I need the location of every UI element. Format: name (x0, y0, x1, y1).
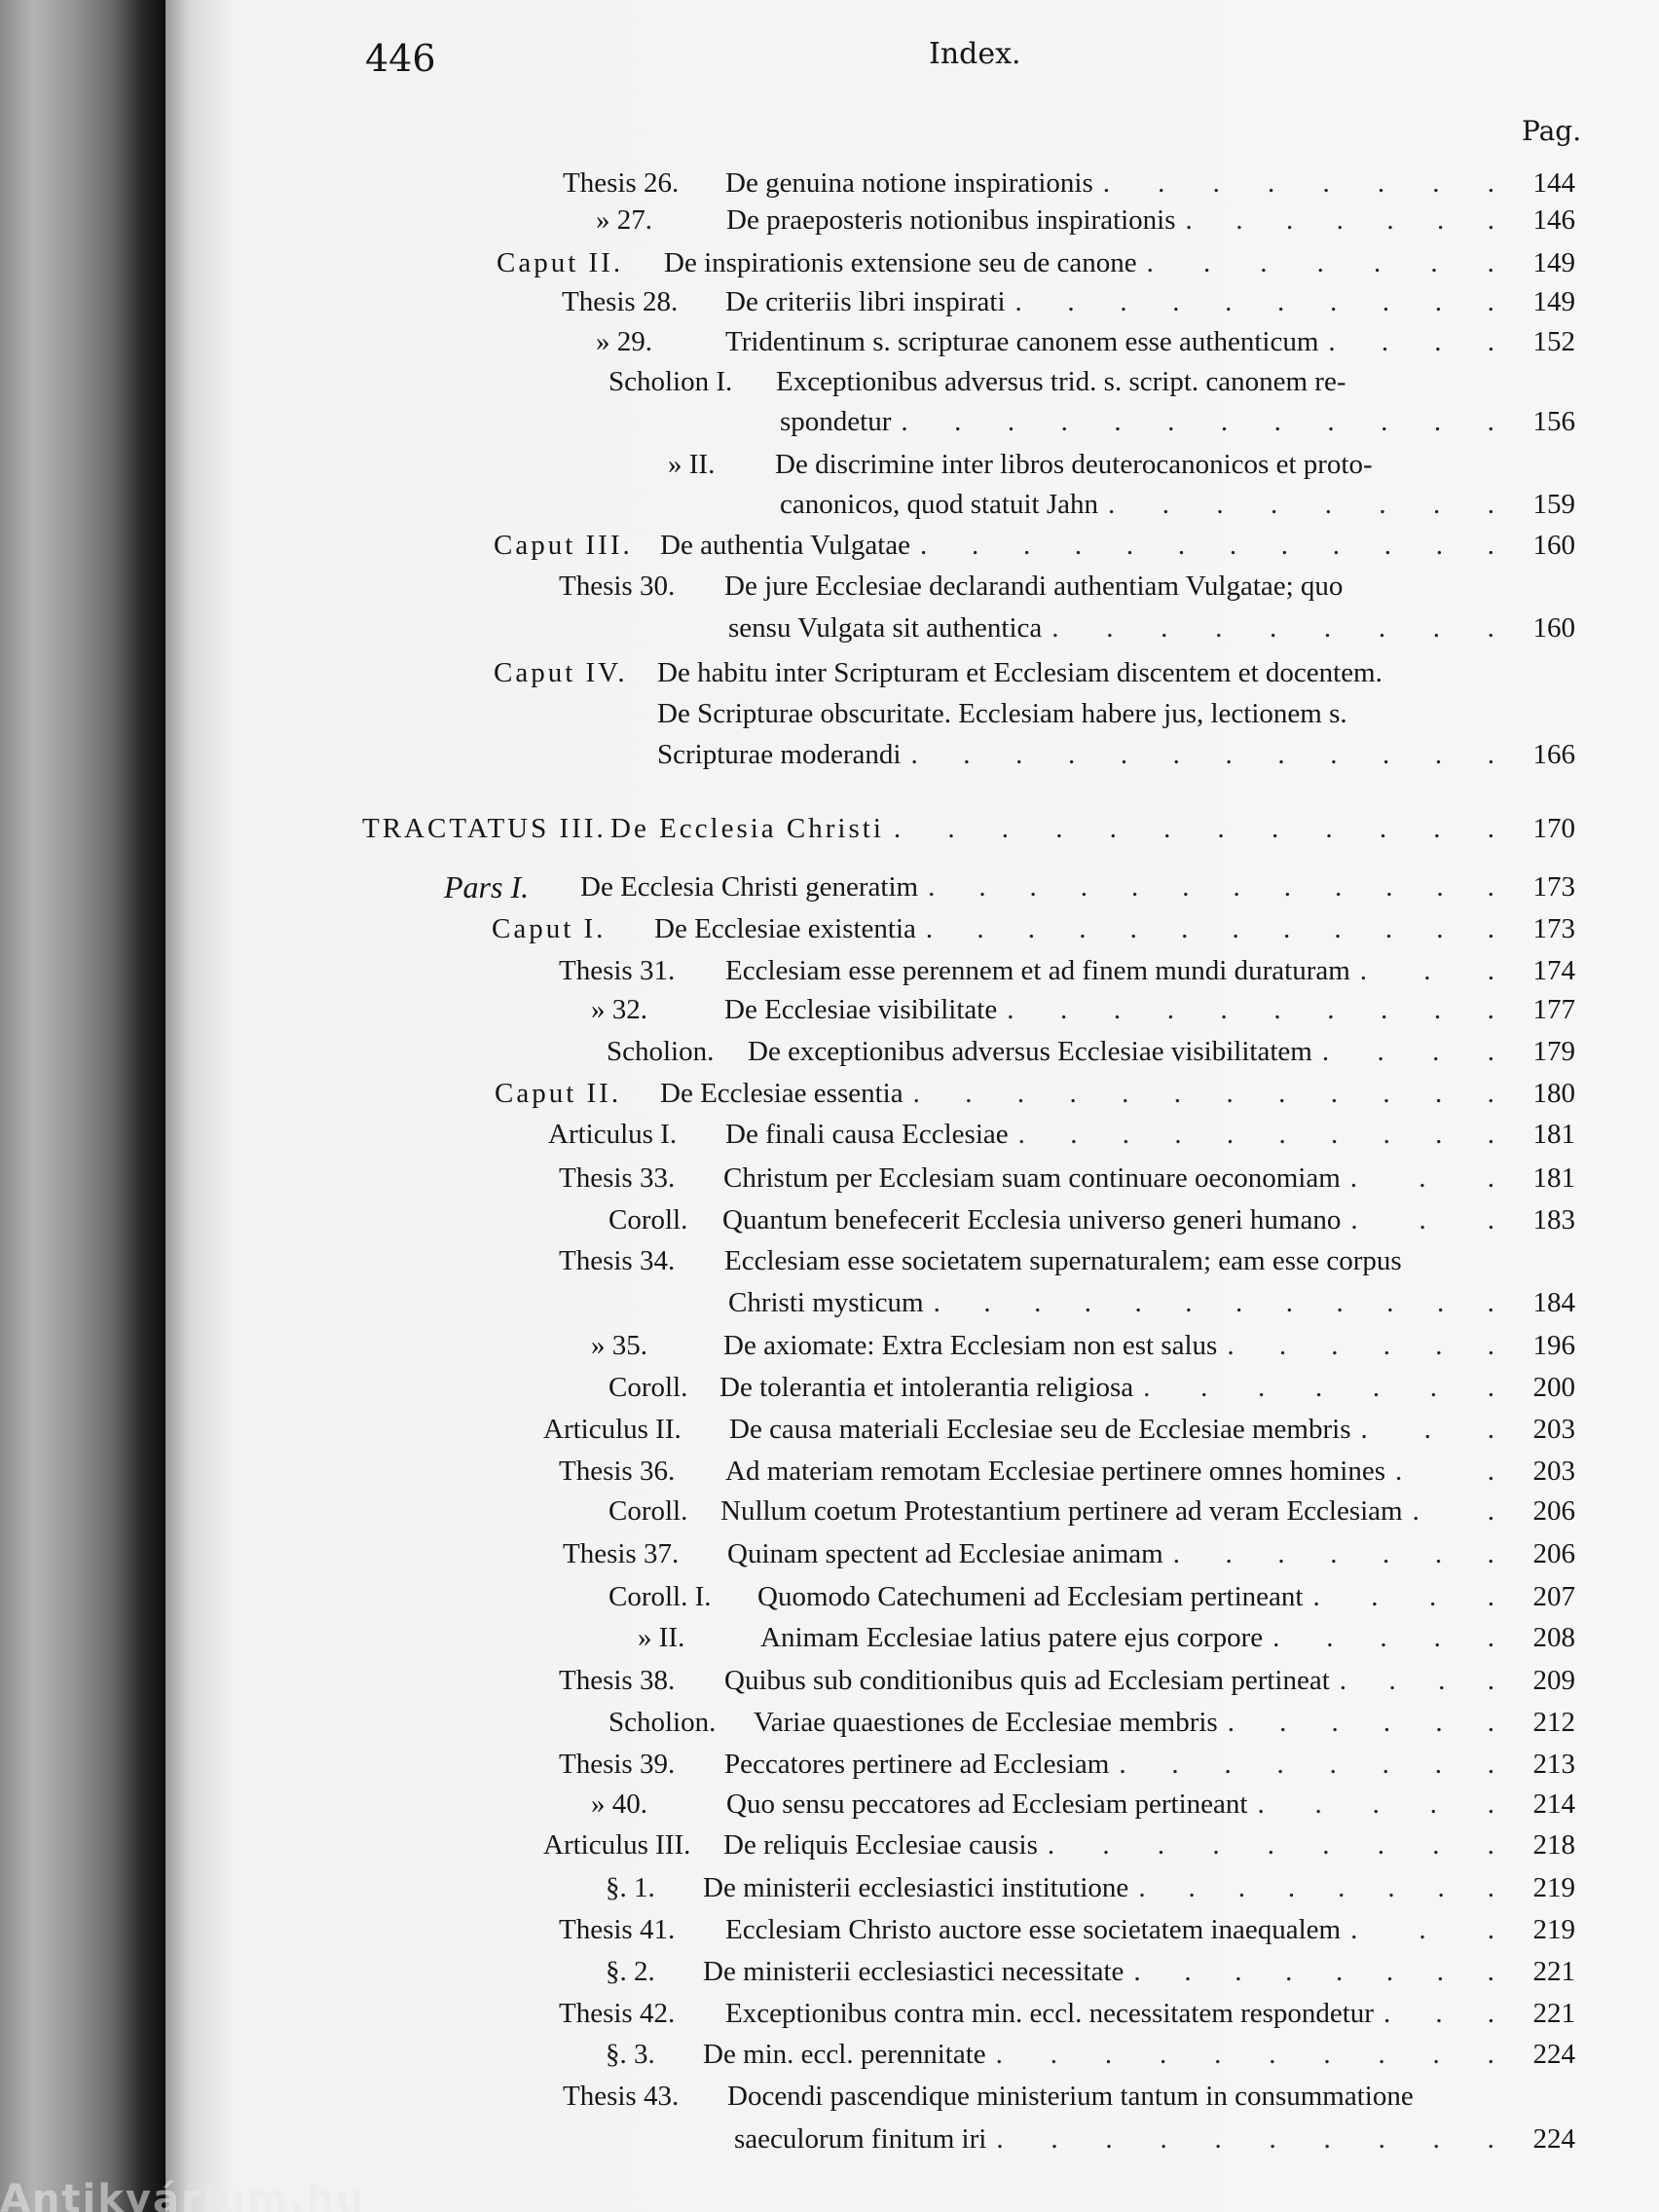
entry-label: Coroll. (608, 1372, 688, 1403)
entry-label: Pars I. (444, 869, 530, 904)
entry-page-number: 196 (1532, 1330, 1575, 1361)
entry-label: Articulus II. (543, 1414, 682, 1445)
entry-page-number: 203 (1532, 1414, 1575, 1445)
entry-label: TRACTATUS III. (362, 813, 607, 844)
entry-label: Thesis 38. (559, 1665, 676, 1696)
dot-leader: . . . . . . . . (1102, 167, 1494, 199)
entry-label: Thesis 30. (559, 571, 676, 602)
dot-leader: . . . . . . . . (1138, 1872, 1494, 1903)
dot-leader: . . . . . . . . . . . . (893, 813, 1494, 844)
index-entry (0, 1032, 1659, 1071)
entry-title: De min. eccl. perennitate (703, 2039, 986, 2070)
dot-leader: . . . . . . . . . (1047, 1829, 1494, 1861)
index-entry (0, 526, 1659, 565)
entry-page-number: 206 (1532, 1495, 1575, 1527)
index-entry (0, 1910, 1659, 1949)
entry-title: Quantum benefecerit Ecclesia universo generi humano (722, 1204, 1342, 1235)
entry-title: Ecclesiam esse societatem supernaturalem; eam esse corpus (724, 1245, 1402, 1276)
entry-label: Coroll. I. (608, 1581, 712, 1612)
index-entry (0, 1492, 1659, 1530)
entry-title: Exceptionibus contra min. eccl. necessitatem respondetur (725, 1998, 1374, 2029)
page-column-label: Pag. (1522, 115, 1582, 147)
index-entry (0, 809, 1659, 848)
index-entry (0, 1200, 1659, 1239)
entry-page-number: 179 (1532, 1036, 1575, 1067)
entry-label: » 27. (596, 204, 652, 236)
entry-title: De axiomate: Extra Ecclesiam non est salus (723, 1330, 1218, 1361)
entry-page-number: 149 (1532, 286, 1575, 317)
entry-title: De discrimine inter libros deuterocanonicos et proto- (775, 449, 1373, 480)
entry-title: De tolerantia et intolerantia religiosa (719, 1372, 1134, 1403)
entry-page-number: 203 (1532, 1456, 1575, 1487)
entry-title: Peccatores pertinere ad Ecclesiam (724, 1749, 1110, 1780)
dot-leader: . . . . (1312, 1581, 1494, 1612)
entry-label: » 29. (596, 326, 652, 357)
entry-title: De finali causa Ecclesiae (725, 1119, 1009, 1150)
entry-title: De reliquis Ecclesiae causis (723, 1829, 1038, 1861)
entry-title: Quinam spectent ad Ecclesiae animam (727, 1538, 1163, 1569)
index-entry (0, 201, 1659, 240)
index-entry (0, 1825, 1659, 1864)
entry-page-number: 152 (1532, 326, 1575, 357)
dot-leader: . . . . . . . . (1133, 1956, 1494, 1987)
dot-leader: . . . (1359, 955, 1494, 986)
watermark-text: Antikvárium.hu (0, 2177, 366, 2212)
entry-title: De Ecclesiae visibilitate (724, 994, 998, 1025)
entry-label: Thesis 33. (559, 1162, 676, 1194)
entry-title: Exceptionibus adversus trid. s. script. canonem re- (776, 366, 1346, 397)
index-entry (0, 735, 1659, 774)
dot-leader: . . . . . . . . . . . . (920, 530, 1494, 561)
entry-page-number: 184 (1532, 1287, 1575, 1318)
entry-page-number: 219 (1532, 1914, 1575, 1945)
index-entry (0, 608, 1659, 647)
entry-title: Nullum coetum Protestantium pertinere ad veram Ecclesiam (720, 1495, 1403, 1527)
index-entry (0, 909, 1659, 948)
entry-label: Caput II. (497, 247, 624, 278)
entry-page-number: 166 (1532, 739, 1575, 770)
entry-label: Coroll. (608, 1495, 688, 1527)
index-entry (0, 1618, 1659, 1657)
index-entry (0, 1159, 1659, 1198)
entry-page-number: 209 (1532, 1665, 1575, 1696)
index-entry (0, 567, 1659, 606)
dot-leader: . . . (1350, 1914, 1494, 1945)
entry-page-number: 181 (1532, 1162, 1575, 1194)
entry-label: » 40. (591, 1788, 647, 1820)
dot-leader: . . . . . . (1227, 1707, 1494, 1738)
dot-leader: . . . . . . . . . . . . (901, 406, 1494, 437)
entry-title: Christi mysticum (728, 1287, 924, 1318)
index-entry (0, 1745, 1659, 1784)
dot-leader: . . . . (1339, 1665, 1494, 1696)
entry-label: Caput I. (492, 913, 607, 944)
entry-page-number: 221 (1532, 1956, 1575, 1987)
entry-title: Christum per Ecclesiam suam continuare oeconomiam (723, 1162, 1341, 1194)
entry-label: Thesis 39. (559, 1749, 676, 1780)
dot-leader: . . . . . . . . . (1051, 612, 1494, 644)
entry-page-number: 218 (1532, 1829, 1575, 1861)
dot-leader: . . . . . (1272, 1622, 1494, 1653)
entry-title: sensu Vulgata sit authentica (728, 612, 1043, 644)
entry-label: Thesis 26. (563, 167, 680, 199)
index-entry (0, 1410, 1659, 1449)
entry-title: De Ecclesiae essentia (660, 1078, 903, 1109)
dot-leader: . . . (1382, 1998, 1494, 2029)
entry-label: Thesis 37. (563, 1538, 680, 1569)
entry-page-number: 159 (1532, 489, 1575, 520)
index-entry (0, 164, 1659, 203)
index-entry (0, 2120, 1659, 2158)
entry-title: Scripturae moderandi (657, 739, 902, 770)
entry-label: » II. (638, 1622, 685, 1653)
entry-label: Articulus I. (548, 1119, 678, 1150)
index-entry (0, 1868, 1659, 1907)
entry-title: Animam Ecclesiae latius patere ejus corpore (760, 1622, 1264, 1653)
index-entry (0, 1074, 1659, 1113)
entry-page-number: 149 (1532, 247, 1575, 278)
entry-title: De authentia Vulgatae (660, 530, 911, 561)
entry-label: Caput IV. (494, 657, 628, 688)
dot-leader: . . . . . . (1227, 1330, 1494, 1361)
index-entry (0, 694, 1659, 733)
entry-label: Scholion. (608, 1707, 717, 1738)
entry-page-number: 144 (1532, 167, 1575, 199)
entry-page-number: 160 (1532, 612, 1575, 644)
entry-page-number: 173 (1532, 871, 1575, 903)
index-entry (0, 485, 1659, 524)
entry-title: De genuina notione inspirationis (725, 167, 1093, 199)
dot-leader: . . . . . . . . . . (1014, 286, 1494, 317)
index-entry (0, 1994, 1659, 2033)
entry-label: Thesis 28. (562, 286, 679, 317)
index-entry (0, 653, 1659, 692)
dot-leader: . . . . . . . . . . (1017, 1119, 1494, 1150)
entry-label: Thesis 34. (559, 1245, 676, 1276)
entry-title: Docendi pascendique ministerium tantum in consummatione (727, 2081, 1414, 2112)
entry-label: » 35. (591, 1330, 647, 1361)
index-entry (0, 402, 1659, 441)
index-entry (0, 1326, 1659, 1365)
entry-page-number: 146 (1532, 204, 1575, 236)
entry-page-number: 156 (1532, 406, 1575, 437)
index-entry (0, 1241, 1659, 1280)
dot-leader: . . . . . . . (1185, 204, 1494, 236)
entry-label: Thesis 31. (559, 955, 676, 986)
index-entry (0, 1785, 1659, 1824)
dot-leader: . . . . . (1257, 1788, 1494, 1820)
entry-page-number: 181 (1532, 1119, 1575, 1150)
dot-leader: . . . (1350, 1204, 1494, 1235)
entry-label: Articulus III. (543, 1829, 691, 1861)
entry-title: saeculorum finitum iri (734, 2123, 987, 2155)
dot-leader: . . . . . . . . . . (1007, 994, 1494, 1025)
dot-leader: . . (1395, 1456, 1494, 1487)
entry-title: Quibus sub conditionibus quis ad Ecclesiam pertineat (724, 1665, 1330, 1696)
entry-page-number: 160 (1532, 530, 1575, 561)
entry-page-number: 214 (1532, 1788, 1575, 1820)
entry-title: Quomodo Catechumeni ad Ecclesiam pertineant (757, 1581, 1304, 1612)
index-entry (0, 867, 1659, 906)
entry-title: De praeposteris notionibus inspirationis (726, 204, 1176, 236)
entry-label: Scholion I. (608, 366, 733, 397)
dot-leader: . . . . . . . (1143, 1372, 1494, 1403)
entry-label: Caput II. (495, 1078, 622, 1109)
entry-page-number: 224 (1532, 2123, 1575, 2155)
entry-title: De jure Ecclesiae declarandi authentiam Vulgatae; quo (724, 571, 1344, 602)
index-entry (0, 990, 1659, 1029)
index-entry (0, 322, 1659, 361)
entry-title: Ecclesiam esse perennem et ad finem mundi duraturam (725, 955, 1350, 986)
index-entry (0, 1115, 1659, 1154)
entry-title: De criteriis libri inspirati (725, 286, 1006, 317)
index-entry (0, 282, 1659, 321)
page-number: 446 (365, 37, 436, 80)
dot-leader: . . . . (1328, 326, 1494, 357)
index-entry (0, 243, 1659, 282)
entry-page-number: 170 (1532, 813, 1575, 844)
index-entry (0, 1661, 1659, 1700)
index-entry (0, 1368, 1659, 1407)
entry-title: spondetur (780, 406, 892, 437)
entry-page-number: 174 (1532, 955, 1575, 986)
entry-title: De Scripturae obscuritate. Ecclesiam habere jus, lectionem s. (657, 698, 1347, 729)
dot-leader: . . . . . . . (1172, 1538, 1494, 1569)
entry-label: Thesis 41. (559, 1914, 676, 1945)
entry-page-number: 206 (1532, 1538, 1575, 1569)
entry-title: Variae quaestiones de Ecclesiae membris (754, 1707, 1218, 1738)
index-entry (0, 1577, 1659, 1616)
entry-page-number: 173 (1532, 913, 1575, 944)
entry-title: Ecclesiam Christo auctore esse societatem inaequalem (725, 1914, 1342, 1945)
entry-page-number: 200 (1532, 1372, 1575, 1403)
entry-label: §. 2. (606, 1956, 655, 1987)
entry-title: De inspirationis extensione seu de canone (664, 247, 1137, 278)
entry-title: De habitu inter Scripturam et Ecclesiam discentem et docentem. (657, 657, 1382, 688)
entry-title: Ad materiam remotam Ecclesiae pertinere omnes homines (725, 1456, 1386, 1487)
dot-leader: . . . . . . . . . . (995, 2039, 1494, 2070)
dot-leader: . . (1412, 1495, 1494, 1527)
entry-page-number: 212 (1532, 1707, 1575, 1738)
dot-leader: . . . (1360, 1414, 1494, 1445)
entry-label: Thesis 36. (559, 1456, 676, 1487)
entry-page-number: 213 (1532, 1749, 1575, 1780)
entry-label: §. 1. (606, 1872, 655, 1903)
entry-title: De causa materiali Ecclesiae seu de Ecclesiae membris (729, 1414, 1351, 1445)
entry-title: De ministerii ecclesiastici necessitate (703, 1956, 1124, 1987)
dot-leader: . . . . . . . . . . (996, 2123, 1494, 2155)
dot-leader: . . . (1349, 1162, 1494, 1194)
dot-leader: . . . . . . . . . . . . (928, 871, 1494, 903)
dot-leader: . . . . . . . . (1108, 489, 1494, 520)
entry-title: Tridentinum s. scripturae canonem esse authenticum (725, 326, 1319, 357)
entry-title: De Ecclesia Christi generatim (580, 871, 919, 903)
dot-leader: . . . . (1321, 1036, 1494, 1067)
index-entry (0, 1952, 1659, 1991)
index-entry (0, 2077, 1659, 2116)
entry-title: De Ecclesiae existentia (654, 913, 916, 944)
entry-page-number: 177 (1532, 994, 1575, 1025)
index-entry (0, 951, 1659, 990)
running-head: Index. (929, 37, 1021, 71)
index-entry (0, 362, 1659, 401)
entry-title: De Ecclesia Christi (610, 813, 884, 844)
entry-label: Caput III. (494, 530, 633, 561)
entry-label: » 32. (591, 994, 647, 1025)
index-entry (0, 1283, 1659, 1322)
index-entry (0, 1703, 1659, 1742)
index-entry (0, 445, 1659, 484)
entry-page-number: 180 (1532, 1078, 1575, 1109)
entry-label: Thesis 43. (563, 2081, 680, 2112)
entry-page-number: 224 (1532, 2039, 1575, 2070)
entry-title: De exceptionibus adversus Ecclesiae visibilitatem (748, 1036, 1312, 1067)
index-entry (0, 1452, 1659, 1491)
dot-leader: . . . . . . . . . . . . (933, 1287, 1494, 1318)
entry-page-number: 221 (1532, 1998, 1575, 2029)
entry-label: Coroll. (608, 1204, 688, 1235)
entry-title: Quo sensu peccatores ad Ecclesiam pertineant (726, 1788, 1248, 1820)
entry-label: Scholion. (607, 1036, 715, 1067)
entry-page-number: 219 (1532, 1872, 1575, 1903)
dot-leader: . . . . . . . . . . . . (912, 1078, 1494, 1109)
dot-leader: . . . . . . . . . . . . (910, 739, 1494, 770)
entry-page-number: 208 (1532, 1622, 1575, 1653)
entry-page-number: 183 (1532, 1204, 1575, 1235)
entry-label: » II. (668, 449, 716, 480)
entry-label: §. 3. (606, 2039, 655, 2070)
dot-leader: . . . . . . . . . . . . (925, 913, 1494, 944)
dot-leader: . . . . . . . (1146, 247, 1494, 278)
entry-title: canonicos, quod statuit Jahn (780, 489, 1099, 520)
entry-page-number: 207 (1532, 1581, 1575, 1612)
entry-label: Thesis 42. (559, 1998, 676, 2029)
index-entry (0, 1534, 1659, 1573)
dot-leader: . . . . . . . . (1119, 1749, 1494, 1780)
index-entry (0, 2035, 1659, 2074)
entry-title: De ministerii ecclesiastici institutione (703, 1872, 1129, 1903)
